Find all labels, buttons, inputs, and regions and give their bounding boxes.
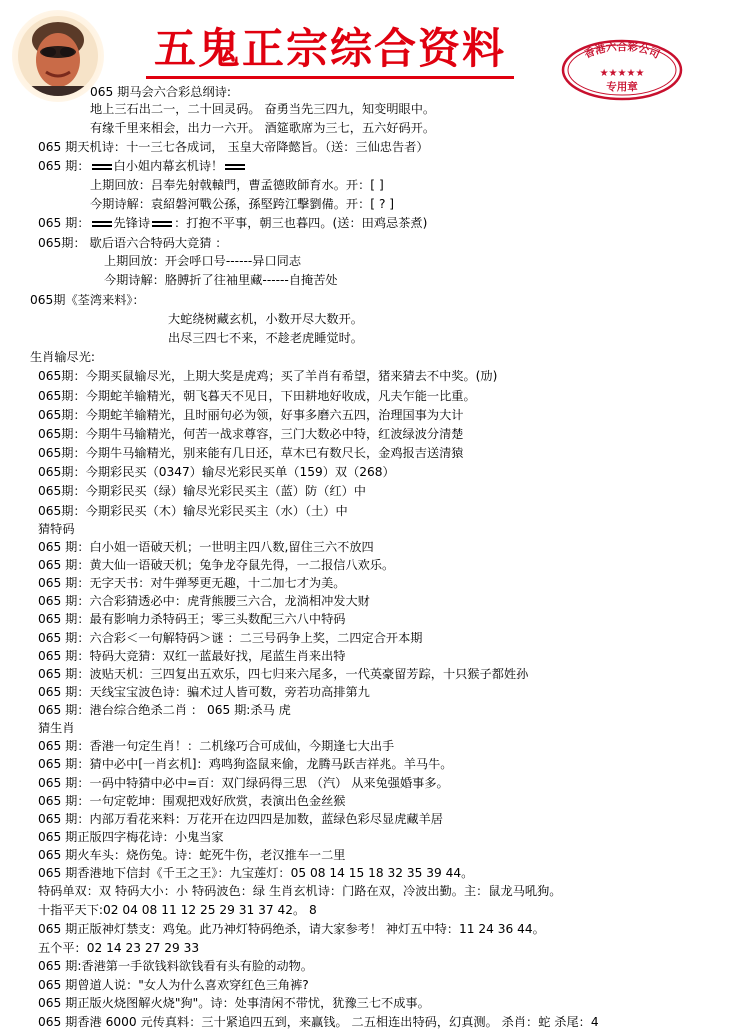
line-text: 065 期： bbox=[38, 216, 90, 230]
line-text: 065 期天机诗：十一三七各成词， 玉皇大帝降懿旨。（送：三仙忠告者） bbox=[38, 140, 429, 154]
line-text: 065 期香港地下信封《千王之王》：九宝莲灯：05 08 14 15 18 32 35 39 44。 bbox=[38, 866, 474, 880]
line-text: 065 期：香港一句定生肖！：二机缘巧合可成仙，今期逢七大出手 bbox=[38, 739, 395, 753]
text-line bbox=[104, 272, 338, 289]
double-bar-icon bbox=[92, 221, 112, 227]
line-text: 065期：今期彩民买（木）输尽光彩民买主（水）（土）中 bbox=[38, 504, 348, 518]
double-bar-icon bbox=[225, 164, 245, 170]
line-text: 今期诗解：胳膊折了往袖里藏------自掩苦处 bbox=[104, 273, 338, 287]
line-text: 065 期：一码中特猜中必中=百：双门绿码得三思 （汽） 从来兔强婚事多。 bbox=[38, 776, 449, 790]
text-line bbox=[90, 101, 435, 118]
line-text: 065 期：最有影响力杀特码王；零三头数配三六八中特码 bbox=[38, 612, 346, 626]
line-text: 065 期马会六合彩总纲诗: bbox=[90, 85, 231, 99]
text-line bbox=[38, 648, 345, 665]
line-text: 065期：今期牛马输精光，别来能有几日还，草木已有数尺长，金鸡报吉送清猿 bbox=[38, 446, 464, 460]
line-text: 特码单双：双 特码大小：小 特码波色：绿 生肖玄机诗：门路在双，冷波出勤。主：鼠龙马吼狗。 bbox=[38, 884, 562, 898]
line-text: 065 期：内部万看花来料：万花开在边四四是加数，蓝绿色彩尽显虎藏羊居 bbox=[38, 812, 443, 826]
line-text: 065 期:香港第一手欲钱料欲钱看有头有脸的动物。 bbox=[38, 959, 313, 973]
line-text: 065期：今期彩民买（绿）输尽光彩民买主（蓝）防（红）中 bbox=[38, 484, 366, 498]
text-line bbox=[38, 847, 345, 864]
line-text: 先锋诗 bbox=[113, 216, 151, 230]
line-text: 地上三石出二一，二十回灵码。 奋勇当先三四九，知变明眼中。 bbox=[90, 102, 436, 116]
line-text: 065 期：港台综合绝杀二肖 ： 065 期:杀马 虎 bbox=[38, 703, 291, 717]
text-line bbox=[38, 702, 291, 719]
text-line bbox=[38, 811, 443, 828]
text-line bbox=[38, 483, 366, 500]
text-line bbox=[38, 902, 317, 919]
line-text: 五个平：02 14 23 27 29 33 bbox=[38, 941, 200, 955]
text-line bbox=[38, 368, 497, 385]
line-text: 065 期正版火烧图解火烧"狗"。诗：处事清闲不带忧，犹豫三七不成事。 bbox=[38, 996, 430, 1010]
line-text: ：打抱不平事，朝三也暮四。(送：田鸡忌茶煮) bbox=[174, 216, 428, 230]
text-line bbox=[38, 756, 452, 773]
company-seal bbox=[560, 38, 684, 102]
line-text: 猜生肖 bbox=[38, 721, 75, 735]
line-text: 065期：今期买鼠输尽光，上期大奖是虎鸡；买了羊肖有希望，猪来猜去不中奖。(劢) bbox=[38, 369, 498, 383]
text-line bbox=[38, 630, 422, 647]
seal-top-text: 香港六合彩公司 bbox=[582, 41, 662, 62]
line-text: 065 期香港 6000 元传真料：三十紧追四五到，来赢钱。 二五相连出特码，幻真测。 杀肖：蛇 杀尾：4 bbox=[38, 1015, 599, 1029]
text-line bbox=[38, 720, 75, 737]
text-line bbox=[38, 235, 227, 252]
line-text: 十指平天下:02 04 08 11 12 25 29 31 37 42。 8 bbox=[38, 903, 317, 917]
text-line bbox=[38, 995, 430, 1012]
text-line bbox=[38, 426, 463, 443]
line-text: 065期：今期牛马输精光，何苦一战求尊容，三门大数必中特，红波绿波分清楚 bbox=[38, 427, 464, 441]
line-text: 生肖输尽光: bbox=[30, 350, 96, 364]
line-text: 有缘千里来相会，出力一六开。 酒筵歌席为三七，五六好码开。 bbox=[90, 121, 436, 135]
text-line bbox=[38, 407, 463, 424]
text-line bbox=[38, 158, 247, 175]
line-text: 上期回放：吕奉先射戟轅門，曹孟德敗師育水。开：[ ] bbox=[90, 178, 384, 192]
line-text: 065 期：无字天书：对牛弹琴更无趣，十二加七才为美。 bbox=[38, 576, 346, 590]
text-line bbox=[38, 684, 370, 701]
line-text: 065期：今期彩民买（0347）输尽光彩民买单（159）双（268） bbox=[38, 465, 395, 479]
text-line bbox=[38, 611, 345, 628]
page-title: 五鬼正宗综合资料 bbox=[153, 24, 506, 73]
line-text: 065 期：六合彩猜透必中：虎背熊腰三六合，龙淌相冲发大财 bbox=[38, 594, 370, 608]
line-text: 出尽三四七不来，不趁老虎睡觉时。 bbox=[168, 331, 363, 345]
text-line bbox=[38, 921, 545, 938]
line-text: 白小姐内幕玄机诗！ bbox=[113, 159, 224, 173]
line-text: 065 期：黄大仙一语破天机；兔争龙夺鼠先得，一二报信八欢乐。 bbox=[38, 558, 395, 572]
text-line bbox=[90, 177, 384, 194]
text-line bbox=[38, 445, 463, 462]
text-line bbox=[168, 311, 363, 328]
text-line bbox=[90, 196, 394, 213]
line-text: 065 期正版四字梅花诗：小鬼当家 bbox=[38, 830, 224, 844]
text-line bbox=[38, 464, 395, 481]
text-line bbox=[38, 829, 224, 846]
line-text: 065期：今期蛇羊输精光，朝飞暮天不见日，下田耕地好收成，凡夫乍能一比重。 bbox=[38, 389, 476, 403]
text-line bbox=[38, 883, 562, 900]
seal-stars: ★★★★★ bbox=[599, 68, 645, 79]
text-line bbox=[30, 349, 95, 366]
line-text: 065 期：一句定乾坤：围观把戏好欣赏，表演出色金丝猴 bbox=[38, 794, 346, 808]
text-line bbox=[38, 593, 370, 610]
text-line bbox=[90, 84, 231, 101]
text-line bbox=[38, 215, 427, 232]
text-line bbox=[90, 120, 435, 137]
text-line bbox=[168, 330, 363, 347]
text-line bbox=[38, 940, 199, 957]
text-line bbox=[38, 958, 313, 975]
text-line bbox=[38, 388, 476, 405]
line-text: 大蛇绕树藏玄机，小数开尽大数开。 bbox=[168, 312, 363, 326]
text-line bbox=[104, 253, 301, 270]
text-line bbox=[38, 977, 309, 994]
double-bar-icon bbox=[152, 221, 172, 227]
line-text: 065期： 歇后语六合特码大竞猜 ： bbox=[38, 236, 228, 250]
line-text: 065 期：波贴天机：三四复出五欢乐，四七归来六尾多，一代英豪留芳踪，十只猴子都姓孙 bbox=[38, 667, 529, 681]
text-line bbox=[38, 865, 473, 882]
line-text: 065 期火车头：烧伤兔。诗：蛇死牛伤，老汉推车一二里 bbox=[38, 848, 346, 862]
text-line bbox=[38, 775, 449, 792]
line-text: 065 期： bbox=[38, 159, 90, 173]
text-line bbox=[38, 557, 394, 574]
title-underline bbox=[146, 76, 514, 79]
text-line bbox=[38, 1014, 599, 1031]
text-line bbox=[38, 539, 374, 556]
line-text: 065 期：六合彩＜一句解特码＞谜 ：二三号码争上奖，二四定合开本期 bbox=[38, 631, 423, 645]
text-line bbox=[38, 503, 348, 520]
line-text: 065 期：特码大竞猜：双红一蓝最好找，尾蓝生肖来出特 bbox=[38, 649, 346, 663]
line-text: 猜特码 bbox=[38, 522, 75, 536]
text-line bbox=[30, 292, 145, 309]
line-text: 065期：今期蛇羊输精光，且时丽句必为领，好事多磨六五四，治理国事为大计 bbox=[38, 408, 464, 422]
text-line bbox=[38, 666, 528, 683]
line-text: 065期《荃湾来料》： bbox=[30, 293, 145, 307]
line-text: 今期诗解：袁紹磐河戰公孫，孫堅跨江擊劉備。开：[ ? ] bbox=[90, 197, 395, 211]
line-text: 上期回放：开会呼口号------异口同志 bbox=[104, 254, 302, 268]
text-line bbox=[38, 575, 345, 592]
seal-bottom-text: 专用章 bbox=[606, 81, 638, 93]
line-text: 065 期正版神灯禁支：鸡兔。此乃神灯特码绝杀，请大家参考！ 神灯五中特：11 24 36 44。 bbox=[38, 922, 545, 936]
text-line bbox=[38, 738, 394, 755]
line-text: 065 期：猜中必中[一肖玄机]：鸡鸣狗盗鼠来偷，龙腾马跃吉祥兆。羊马牛。 bbox=[38, 757, 453, 771]
line-text: 065 期曾道人说："女人为什么喜欢穿红色三角裤? bbox=[38, 978, 309, 992]
double-bar-icon bbox=[92, 164, 112, 170]
line-text: 065 期：白小姐一语破天机；一世明主四八数,留住三六不放四 bbox=[38, 540, 374, 554]
text-line bbox=[38, 139, 429, 156]
line-text: 065 期：天线宝宝波色诗：骗术过人皆可数，旁若功高排第九 bbox=[38, 685, 370, 699]
text-line bbox=[38, 793, 345, 810]
text-line bbox=[38, 521, 75, 538]
